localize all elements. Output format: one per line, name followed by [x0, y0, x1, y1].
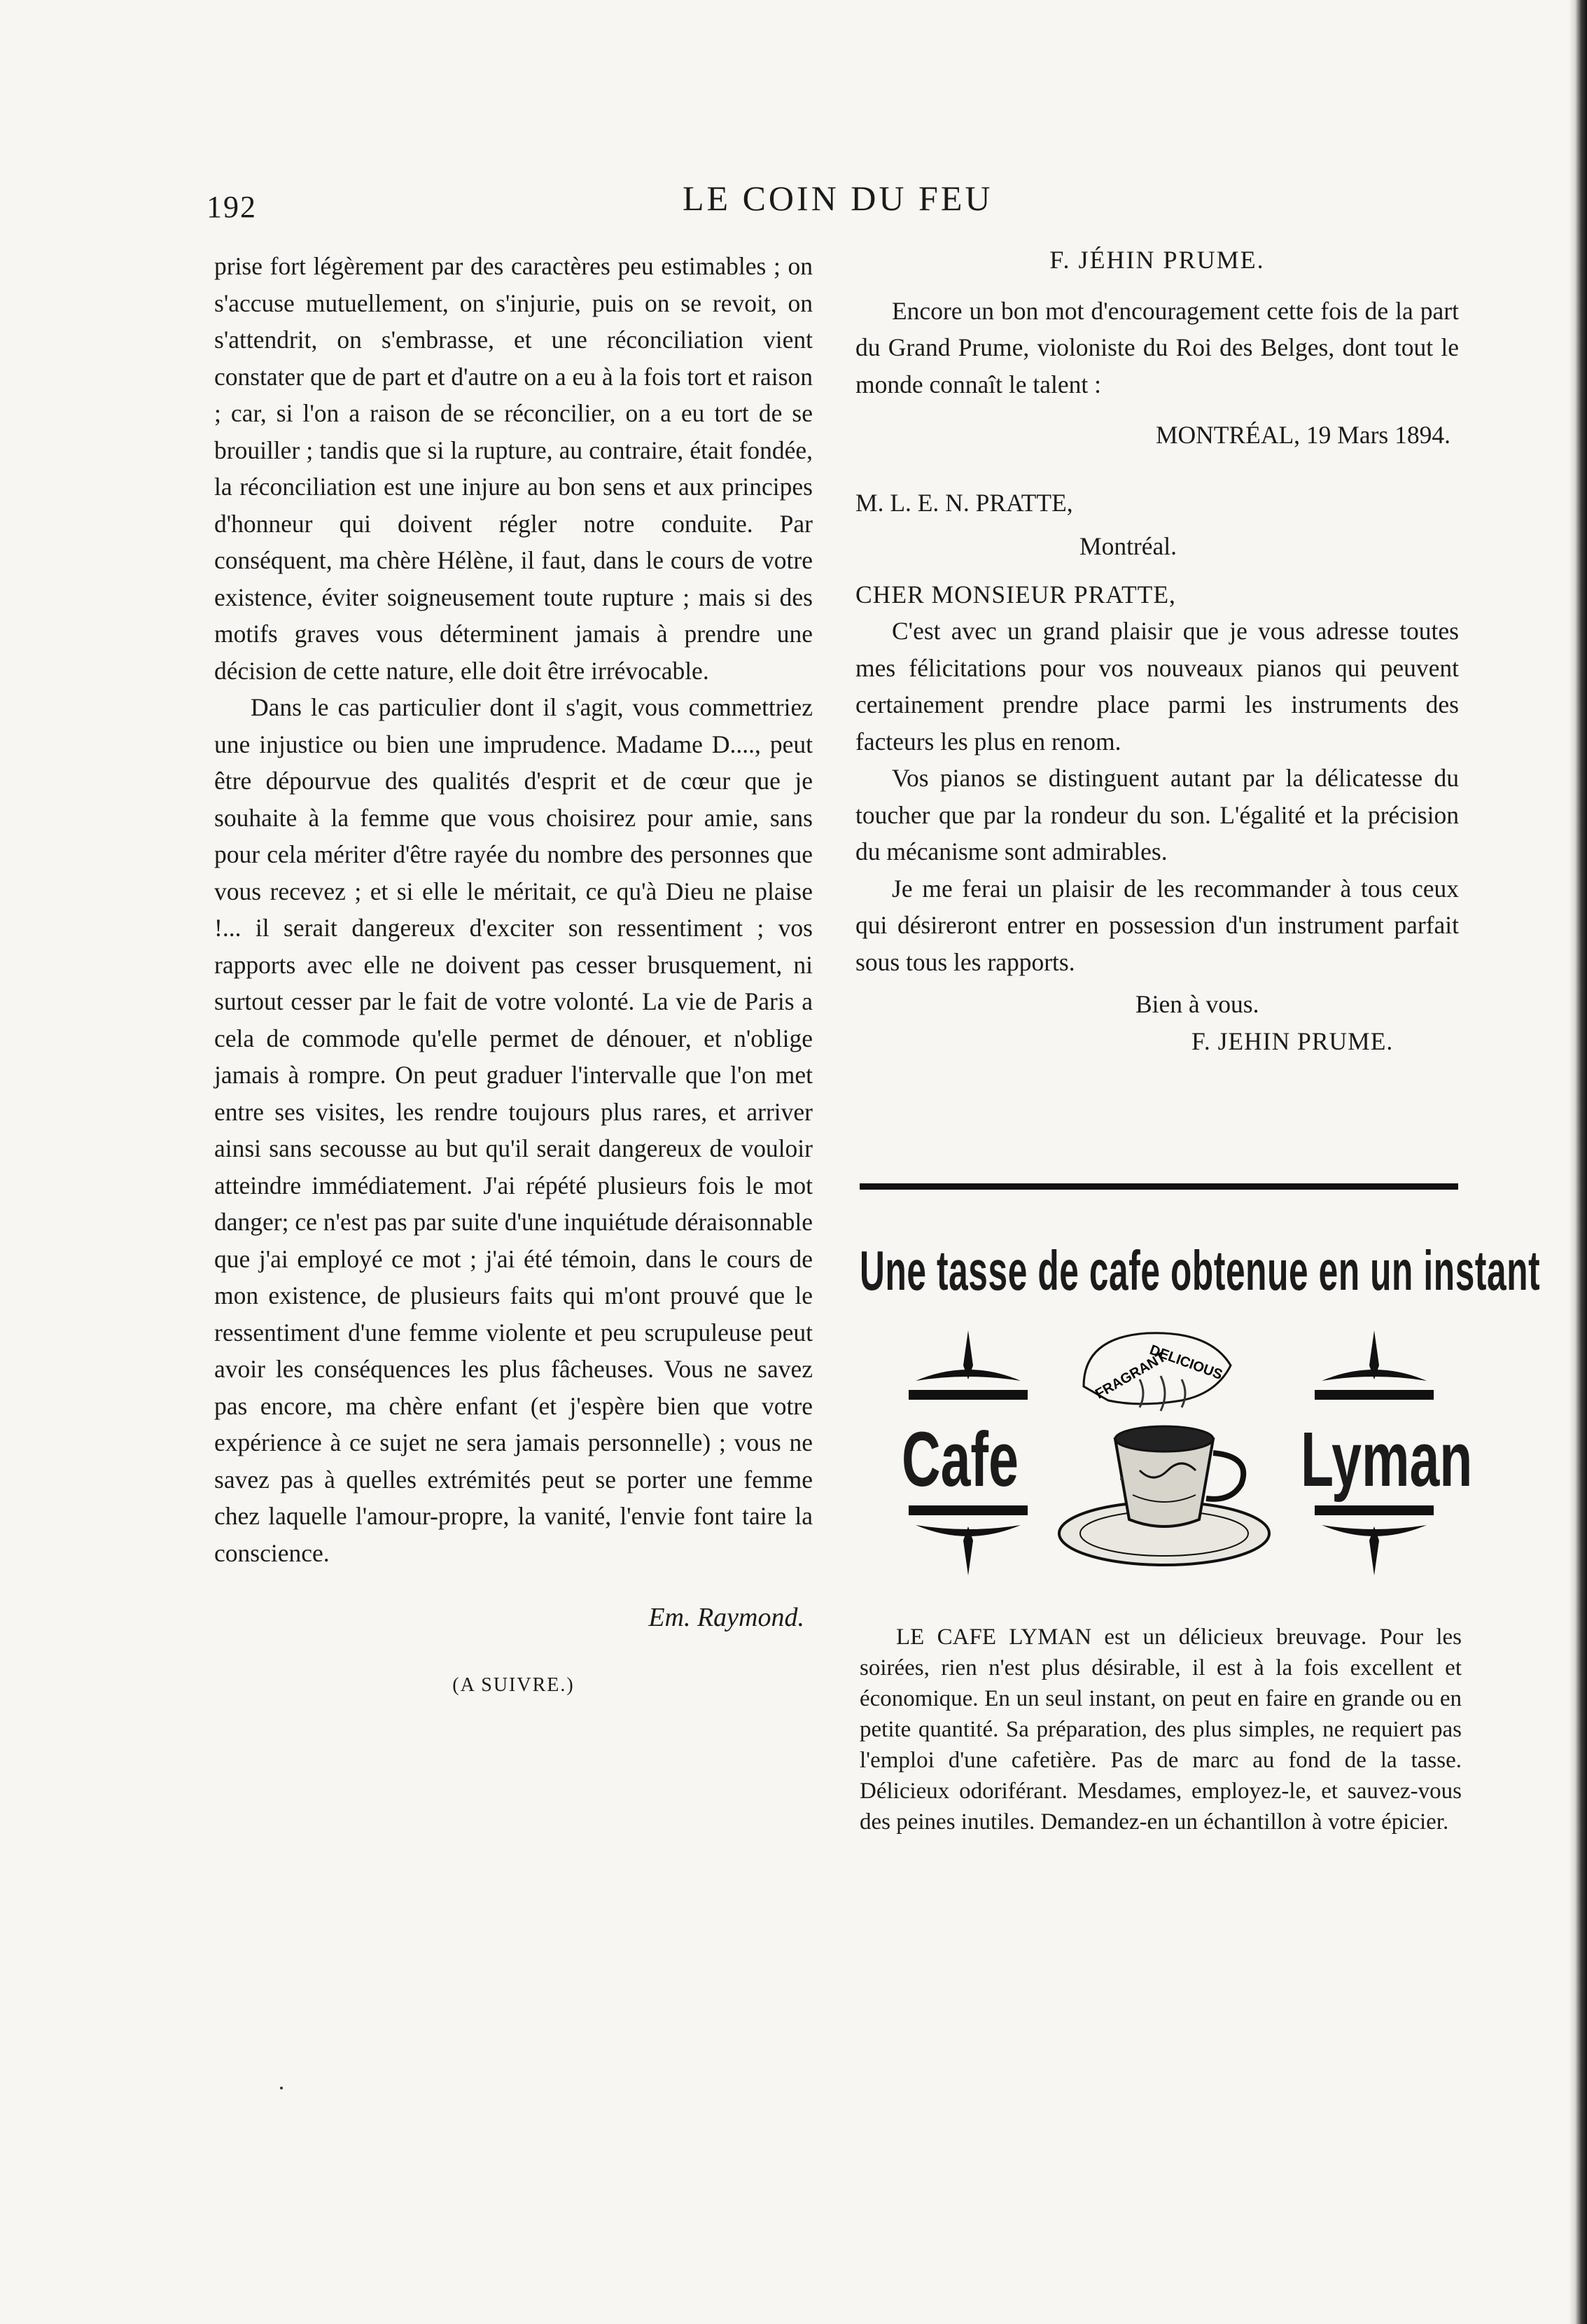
ad-illustration	[860, 1323, 1473, 1582]
author-signature: Em. Raymond.	[648, 1603, 804, 1632]
banner-text-right: DELICIOUS	[1147, 1342, 1225, 1383]
fleuron-ornament-icon	[909, 1498, 1028, 1575]
letter-heading: F. JÉHIN PRUME.	[1049, 246, 1265, 274]
section-divider-rule	[860, 1183, 1458, 1190]
fleuron-ornament-icon	[1315, 1498, 1434, 1575]
paragraph: Dans le cas particulier dont il s'agit, vous commettriez une injustice ou bien une imprudence. Madame D...., peut être dépourvue des qualités d'esprit et de cœur que je souhaite à la femme que vous choisirez pour amie, sans pour cela mériter d'être rayée du nombre des personnes que vous recevez ; et si elle le méritait, ce qu'à Dieu ne plaise !... il serait dangereux d'exciter son ressentiment ; vos rapports avec elle ne doivent pas cesser brusquement, ni surtout cesser par le fait de votre volonté. La vie de Paris a cela de commode qu'elle permet de dénouer, et n'oblige jamais à rompre. On peut graduer l'intervalle que l'on met entre ses visites, les rendre toujours plus rares, et arriver ainsi sans secousse au but qu'il serait dangereux de vouloir atteindre immédiatement. J'ai répété plusieurs fois le mot danger; ce n'est pas par suite d'une inquiétude déraisonnable que j'ai employé ce mot ; j'ai été témoin, dans le cours de mon existence, de plusieurs faits qui m'ont prouvé que le ressentiment d'une femme violente et peu scrupuleuse peut avoir les conséquences les plus fâcheuses. Vous ne savez pas encore, ma chère enfant (et j'espère bien que votre expérience à ce sujet ne sera jamais personnelle) ; vous ne savez pas à quelles extrémités peut se porter une femme chez laquelle l'amour-propre, la vanité, l'envie font taire la conscience.	[214, 693, 813, 1567]
letter-paragraph: Je me ferai un plaisir de les recommander à tous ceux qui désireront entrer en possession d'un instrument parfait sous tous les rapports.	[855, 874, 1459, 976]
letter-addressee: M. L. E. N. PRATTE,	[855, 488, 1073, 517]
left-column	[214, 248, 813, 1704]
ink-speck	[1120, 1477, 1123, 1480]
banner-text-left: FRAGRANT	[1093, 1349, 1169, 1403]
letter-signature: F. JEHIN PRUME.	[1191, 1027, 1394, 1055]
intro-paragraph: Encore un bon mot d'encouragement cette fois de la part du Grand Prume, violoniste du Roi des Belges, dont tout le monde connaît le talent :	[855, 296, 1459, 398]
fleuron-ornament-icon	[909, 1330, 1028, 1407]
ad-copy	[860, 1622, 1462, 1837]
letter-city: Montréal.	[1079, 532, 1177, 560]
letter-paragraph: C'est avec un grand plaisir que je vous adresse toutes mes félicitations pour vos nouveaux pianos qui peuvent certainement prendre place parmi les instruments des facteurs les plus en renom.	[855, 617, 1459, 756]
page-edge-shadow	[1569, 0, 1587, 2324]
running-title: LE COIN DU FEU	[683, 179, 993, 218]
ad-brand-left: Cafe	[902, 1417, 1019, 1503]
ad-brand-right: Lyman	[1301, 1417, 1473, 1503]
letter-closing: Bien à vous.	[1135, 990, 1259, 1018]
ink-speck	[280, 2087, 283, 2089]
paragraph: prise fort légèrement par des caractères peu estimables ; on s'accuse mutuellement, on s'injurie, puis on se revoit, on s'attendrit, on s'embrasse, et une réconciliation vient constater que de part et d'autre on a eu à la fois tort et raison ; car, si l'on a raison de se réconcilier, on a eu tort de se brouiller ; tandis que si la rupture, au contraire, était fondée, la réconciliation est une injure au bon sens et aux principes d'honneur qui doivent régler notre conduite. Par conséquent, ma chère Hélène, il faut, dans le cours de votre existence, éviter soigneusement toute rupture ; mais si des motifs graves vous déterminent jamais à prendre une décision de cette nature, elle doit être irrévocable.	[214, 252, 813, 685]
to-be-continued-note: (A SUIVRE.)	[452, 1674, 575, 1696]
letter-salutation: CHER MONSIEUR PRATTE,	[855, 580, 1176, 608]
letter-dateline: MONTRÉAL, 19 Mars 1894.	[1155, 421, 1450, 449]
right-column	[855, 242, 1459, 1059]
ad-body-paragraph: LE CAFE LYMAN est un délicieux breuvage. Pour les soirées, rien n'est plus désirable, il est à la fois excellent et économique. En un seul instant, on peut en faire en grande ou en petite quantité. Sa préparation, des plus simples, ne requiert pas l'emploi d'une cafetière. Pas de marc au fond de la tasse. Délicieux odoriférant. Mesdames, employez-le, et sauvez-vous des peines inutiles. Demandez-en un échantillon à votre épicier.	[860, 1624, 1462, 1835]
coffee-cup-icon	[1042, 1323, 1280, 1575]
page-number: 192	[207, 190, 257, 224]
fleuron-ornament-icon	[1315, 1330, 1434, 1407]
letter-paragraph: Vos pianos se distinguent autant par la délicatesse du toucher que par la rondeur du son. L'égalité et la précision du mécanisme sont admirables.	[855, 764, 1459, 865]
ad-headline: Une tasse de cafe obtenue en un instant	[860, 1239, 1541, 1302]
